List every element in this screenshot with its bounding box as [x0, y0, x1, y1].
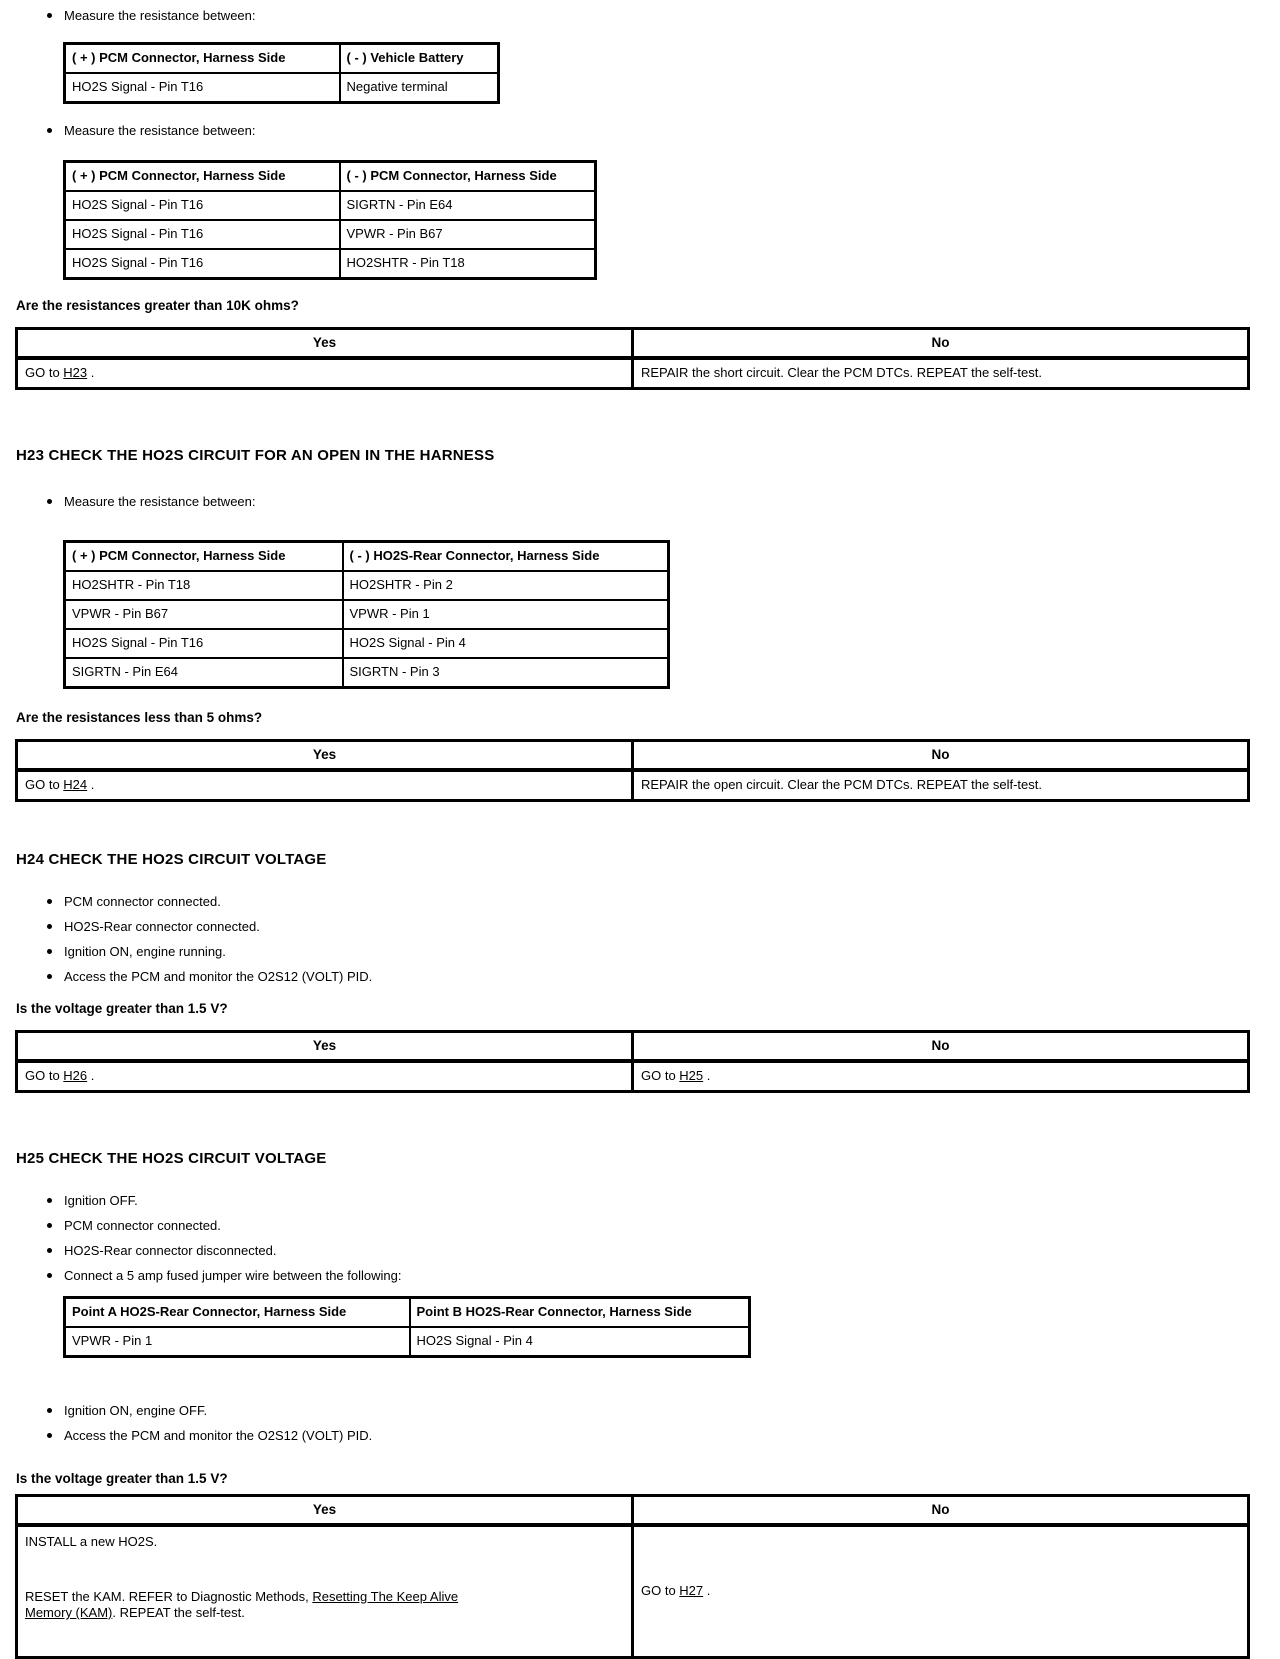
bullet-list	[0, 1193, 1280, 1284]
section-heading-h23: H23 CHECK THE HO2S CIRCUIT FOR AN OPEN IN THE HARNESS	[16, 447, 495, 464]
table-header-cell: ( + ) PCM Connector, Harness Side	[65, 542, 343, 572]
decision-table	[15, 739, 1250, 802]
go-to-text: GO to	[25, 1068, 64, 1083]
step-link-h24[interactable]: H24	[63, 777, 88, 792]
no-header-cell: No	[633, 1496, 1249, 1526]
no-header-cell: No	[633, 741, 1249, 771]
table-cell: SIGRTN - Pin E64	[65, 658, 343, 688]
table-row	[17, 770, 1249, 801]
no-header-cell: No	[633, 1032, 1249, 1062]
table-header-row	[65, 162, 596, 192]
instruction-bullet: HO2S-Rear connector connected.	[64, 919, 1260, 935]
go-to-text: GO to	[25, 777, 64, 792]
reset-text: RESET the KAM. REFER to Diagnostic Methods,	[25, 1589, 313, 1604]
table-cell: VPWR - Pin B67	[65, 600, 343, 629]
table-cell: HO2SHTR - Pin T18	[65, 571, 343, 600]
instruction-bullet: Access the PCM and monitor the O2S12 (VOLT) PID.	[64, 969, 1260, 985]
yes-action-cell	[17, 770, 633, 801]
decision-table	[15, 1494, 1250, 1659]
table-row	[65, 629, 669, 658]
table-header-row	[17, 1496, 1249, 1526]
jumper-wire-table	[63, 1296, 751, 1358]
decision-table	[15, 327, 1250, 390]
no-action-cell: REPAIR the short circuit. Clear the PCM DTCs. REPEAT the self-test.	[633, 358, 1249, 389]
no-header-cell: No	[633, 329, 1249, 359]
table-cell: VPWR - Pin 1	[343, 600, 669, 629]
resetting-kam-link[interactable]: Resetting The Keep Alive Memory (KAM)	[25, 1589, 459, 1620]
table-row	[65, 571, 669, 600]
go-to-suffix: .	[87, 365, 95, 380]
table-cell: VPWR - Pin 1	[65, 1327, 410, 1357]
table-cell: SIGRTN - Pin E64	[340, 191, 596, 220]
table-row	[65, 191, 596, 220]
table-row	[65, 658, 669, 688]
table-header-row	[17, 1032, 1249, 1062]
decision-question: Is the voltage greater than 1.5 V?	[16, 1001, 228, 1016]
table-row	[17, 358, 1249, 389]
decision-question: Are the resistances greater than 10K ohms?	[16, 298, 299, 313]
table-header-row	[65, 44, 499, 74]
install-instruction: INSTALL a new HO2S.	[25, 1534, 158, 1549]
table-header-cell: Point B HO2S-Rear Connector, Harness Side	[410, 1298, 750, 1328]
decision-table	[15, 1030, 1250, 1093]
table-header-cell: ( - ) HO2S-Rear Connector, Harness Side	[343, 542, 669, 572]
decision-question: Are the resistances less than 5 ohms?	[16, 710, 263, 725]
go-to-suffix: .	[703, 1582, 711, 1598]
table-cell: HO2SHTR - Pin T18	[340, 249, 596, 279]
go-to-suffix: .	[87, 1068, 95, 1083]
instruction-bullet: Connect a 5 amp fused jumper wire between the following:	[64, 1268, 1260, 1284]
table-header-cell: ( - ) PCM Connector, Harness Side	[340, 162, 596, 192]
table-header-row	[65, 542, 669, 572]
go-to-text: GO to	[641, 1582, 680, 1598]
go-to-suffix: .	[703, 1068, 711, 1083]
no-action-cell	[633, 1061, 1249, 1092]
table-cell: HO2S Signal - Pin T16	[65, 191, 340, 220]
instruction-bullet: Ignition ON, engine OFF.	[64, 1403, 1260, 1419]
table-cell: HO2S Signal - Pin T16	[65, 249, 340, 279]
go-to-text: GO to	[25, 365, 64, 380]
step-link-h25[interactable]: H25	[679, 1068, 704, 1083]
instruction-bullet: Measure the resistance between:	[64, 123, 1260, 139]
table-row	[17, 1061, 1249, 1092]
table-header-cell: Point A HO2S-Rear Connector, Harness Side	[65, 1298, 410, 1328]
table-row	[65, 1327, 750, 1357]
table-header-row	[17, 741, 1249, 771]
table-row	[65, 600, 669, 629]
yes-header-cell: Yes	[17, 741, 633, 771]
table-cell: Negative terminal	[340, 73, 499, 103]
table-cell: HO2S Signal - Pin 4	[343, 629, 669, 658]
instruction-bullet: PCM connector connected.	[64, 1218, 1260, 1234]
step-link-h26[interactable]: H26	[63, 1068, 88, 1083]
instruction-bullet: Access the PCM and monitor the O2S12 (VOLT) PID.	[64, 1428, 1260, 1444]
yes-header-cell: Yes	[17, 1496, 633, 1526]
table-cell: HO2SHTR - Pin 2	[343, 571, 669, 600]
bullet-list	[0, 1403, 1280, 1444]
section-heading-h25: H25 CHECK THE HO2S CIRCUIT VOLTAGE	[16, 1150, 327, 1167]
table-row	[65, 249, 596, 279]
table-cell: HO2S Signal - Pin 4	[410, 1327, 750, 1357]
go-to-suffix: .	[87, 777, 95, 792]
instruction-bullet: Ignition OFF.	[64, 1193, 1260, 1209]
table-header-row	[17, 329, 1249, 359]
yes-action-cell	[17, 1061, 633, 1092]
table-cell: HO2S Signal - Pin T16	[65, 629, 343, 658]
go-to-text: GO to	[641, 1068, 680, 1083]
step-link-h27[interactable]: H27	[679, 1582, 704, 1598]
yes-action-cell	[17, 358, 633, 389]
instruction-bullet: Measure the resistance between:	[64, 494, 1260, 510]
reset-suffix: . REPEAT the self-test.	[112, 1605, 245, 1620]
table-cell: SIGRTN - Pin 3	[343, 658, 669, 688]
table-header-cell: ( + ) PCM Connector, Harness Side	[65, 44, 340, 74]
table-header-cell: ( + ) PCM Connector, Harness Side	[65, 162, 340, 192]
step-link-h23[interactable]: H23	[63, 365, 88, 380]
no-action-cell: REPAIR the open circuit. Clear the PCM DTCs. REPEAT the self-test.	[633, 770, 1249, 801]
table-header-cell: ( - ) Vehicle Battery	[340, 44, 499, 74]
table-cell: HO2S Signal - Pin T16	[65, 73, 340, 103]
table-row	[65, 220, 596, 249]
decision-question: Is the voltage greater than 1.5 V?	[16, 1471, 228, 1486]
instruction-bullet: PCM connector connected.	[64, 894, 1260, 910]
resistance-table-battery	[63, 42, 500, 104]
yes-action-cell	[17, 1525, 633, 1657]
table-cell: HO2S Signal - Pin T16	[65, 220, 340, 249]
section-heading-h24: H24 CHECK THE HO2S CIRCUIT VOLTAGE	[16, 851, 327, 868]
table-row	[65, 73, 499, 103]
instruction-bullet: Ignition ON, engine running.	[64, 944, 1260, 960]
instruction-bullet: Measure the resistance between:	[64, 8, 1260, 24]
table-row	[17, 1525, 1249, 1657]
instruction-bullet: HO2S-Rear connector disconnected.	[64, 1243, 1260, 1259]
reset-kam-instruction	[25, 1589, 495, 1621]
table-header-row	[65, 1298, 750, 1328]
resistance-table-ho2s-rear	[63, 540, 670, 689]
yes-header-cell: Yes	[17, 329, 633, 359]
yes-header-cell: Yes	[17, 1032, 633, 1062]
resistance-table-pcm	[63, 160, 597, 280]
no-action-cell	[633, 1525, 1249, 1657]
bullet-list	[0, 894, 1280, 985]
table-cell: VPWR - Pin B67	[340, 220, 596, 249]
